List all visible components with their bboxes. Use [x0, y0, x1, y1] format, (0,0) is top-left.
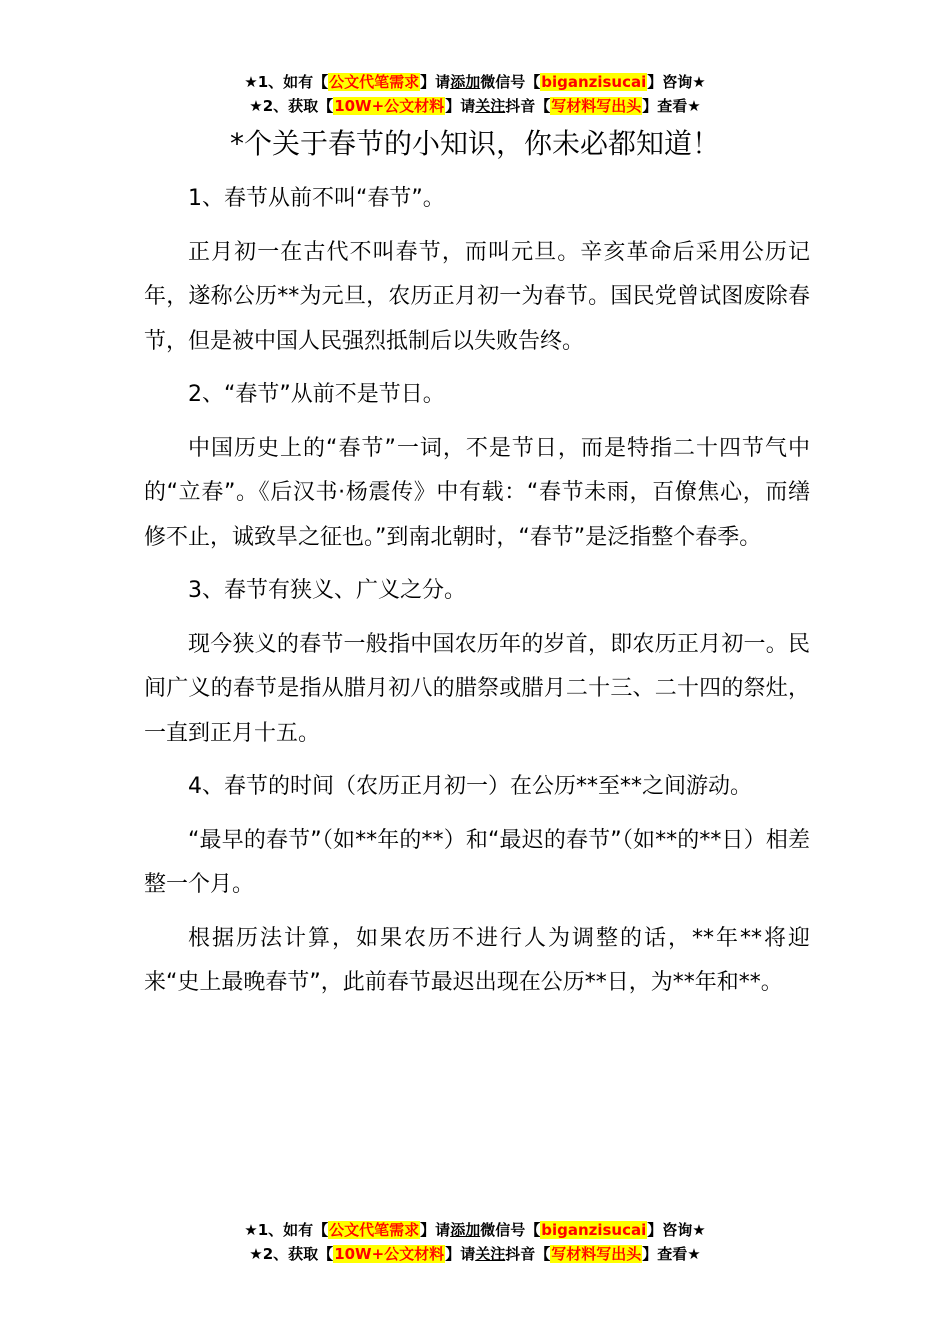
paragraph-4a: “最早的春节”（如**年的**）和“最迟的春节”（如**的**日）相差整一个月。: [144, 827, 810, 897]
footer-highlight-service: 公文代笔需求: [329, 1221, 420, 1239]
footer-banner: [0, 1218, 950, 1266]
footer-line-2-mid: 】请: [445, 1245, 476, 1263]
banner-line-1: [0, 70, 950, 94]
footer-underline-follow: 关注: [475, 1245, 506, 1263]
footer-highlight-wechat-id: biganzisucai: [541, 1221, 647, 1239]
heading-2: 2、“春节”从前不是节日。: [188, 382, 445, 407]
banner-line-2: [0, 94, 950, 118]
paragraph-3: 现今狭义的春节一般指中国农历年的岁首，即农历正月初一。民间广义的春节是指从腊月初八的腊祭或腊月二十三、二十四的祭灶，一直到正月十五。: [144, 631, 810, 746]
banner-line-1-suffix: 】咨询★: [647, 73, 706, 91]
footer-line-1: [0, 1218, 950, 1242]
paragraph-1: 正月初一在古代不叫春节，而叫元旦。辛亥革命后采用公历记年，遂称公历**为元旦，农历正月初一为春节。国民党曾试图废除春节，但是被中国人民强烈抵制后以失败告终。: [144, 239, 810, 354]
heading-4: 4、春节的时间（农历正月初一）在公历**至**之间游动。: [188, 774, 752, 799]
paragraph-2: 中国历史上的“春节”一词，不是节日，而是特指二十四节气中的“立春”。《后汉书·杨震传》中有载：“春节未雨，百僚焦心，而缮修不止，诚致旱之征也。”到南北朝时，“春节”是泛指整个春季。: [144, 435, 810, 550]
paragraph-4b: 根据历法计算，如果农历不进行人为调整的话，**年**将迎来“史上最晚春节”，此前春节最迟出现在公历**日，为**年和**。: [144, 925, 810, 995]
footer-line-2: [0, 1242, 950, 1266]
banner-line-2-mid2: 抖音【: [505, 97, 551, 115]
banner-highlight-service: 公文代笔需求: [329, 73, 420, 91]
document-title: *个关于春节的小知识，你未必都知道！: [229, 127, 720, 160]
footer-line-1-mid2: 微信号【: [480, 1221, 541, 1239]
footer-line-1-suffix: 】咨询★: [647, 1221, 706, 1239]
document-body: [144, 177, 810, 1015]
banner-highlight-wechat-id: biganzisucai: [541, 73, 647, 91]
banner-line-2-mid: 】请: [445, 97, 476, 115]
banner-highlight-materials: 10W+公文材料: [334, 97, 445, 115]
banner-highlight-douyin-id: 写材料写出头: [551, 97, 642, 115]
header-banner: [0, 70, 950, 118]
heading-3: 3、春节有狭义、广义之分。: [188, 578, 466, 603]
banner-line-2-suffix: 】查看★: [642, 97, 701, 115]
footer-highlight-materials: 10W+公文材料: [334, 1245, 445, 1263]
banner-line-1-mid2: 微信号【: [480, 73, 541, 91]
footer-highlight-douyin-id: 写材料写出头: [551, 1245, 642, 1263]
banner-line-1-prefix: ★1、如有【: [244, 73, 329, 91]
footer-line-1-prefix: ★1、如有【: [244, 1221, 329, 1239]
footer-line-2-mid2: 抖音【: [505, 1245, 551, 1263]
footer-line-2-prefix: ★2、获取【: [249, 1245, 334, 1263]
footer-line-2-suffix: 】查看★: [642, 1245, 701, 1263]
banner-underline-add: 添加: [450, 73, 481, 91]
footer-line-1-mid: 】请: [420, 1221, 451, 1239]
heading-1: 1、春节从前不叫“春节”。: [188, 186, 445, 211]
banner-line-2-prefix: ★2、获取【: [249, 97, 334, 115]
banner-line-1-mid: 】请: [420, 73, 451, 91]
footer-underline-add: 添加: [450, 1221, 481, 1239]
banner-underline-follow: 关注: [475, 97, 506, 115]
